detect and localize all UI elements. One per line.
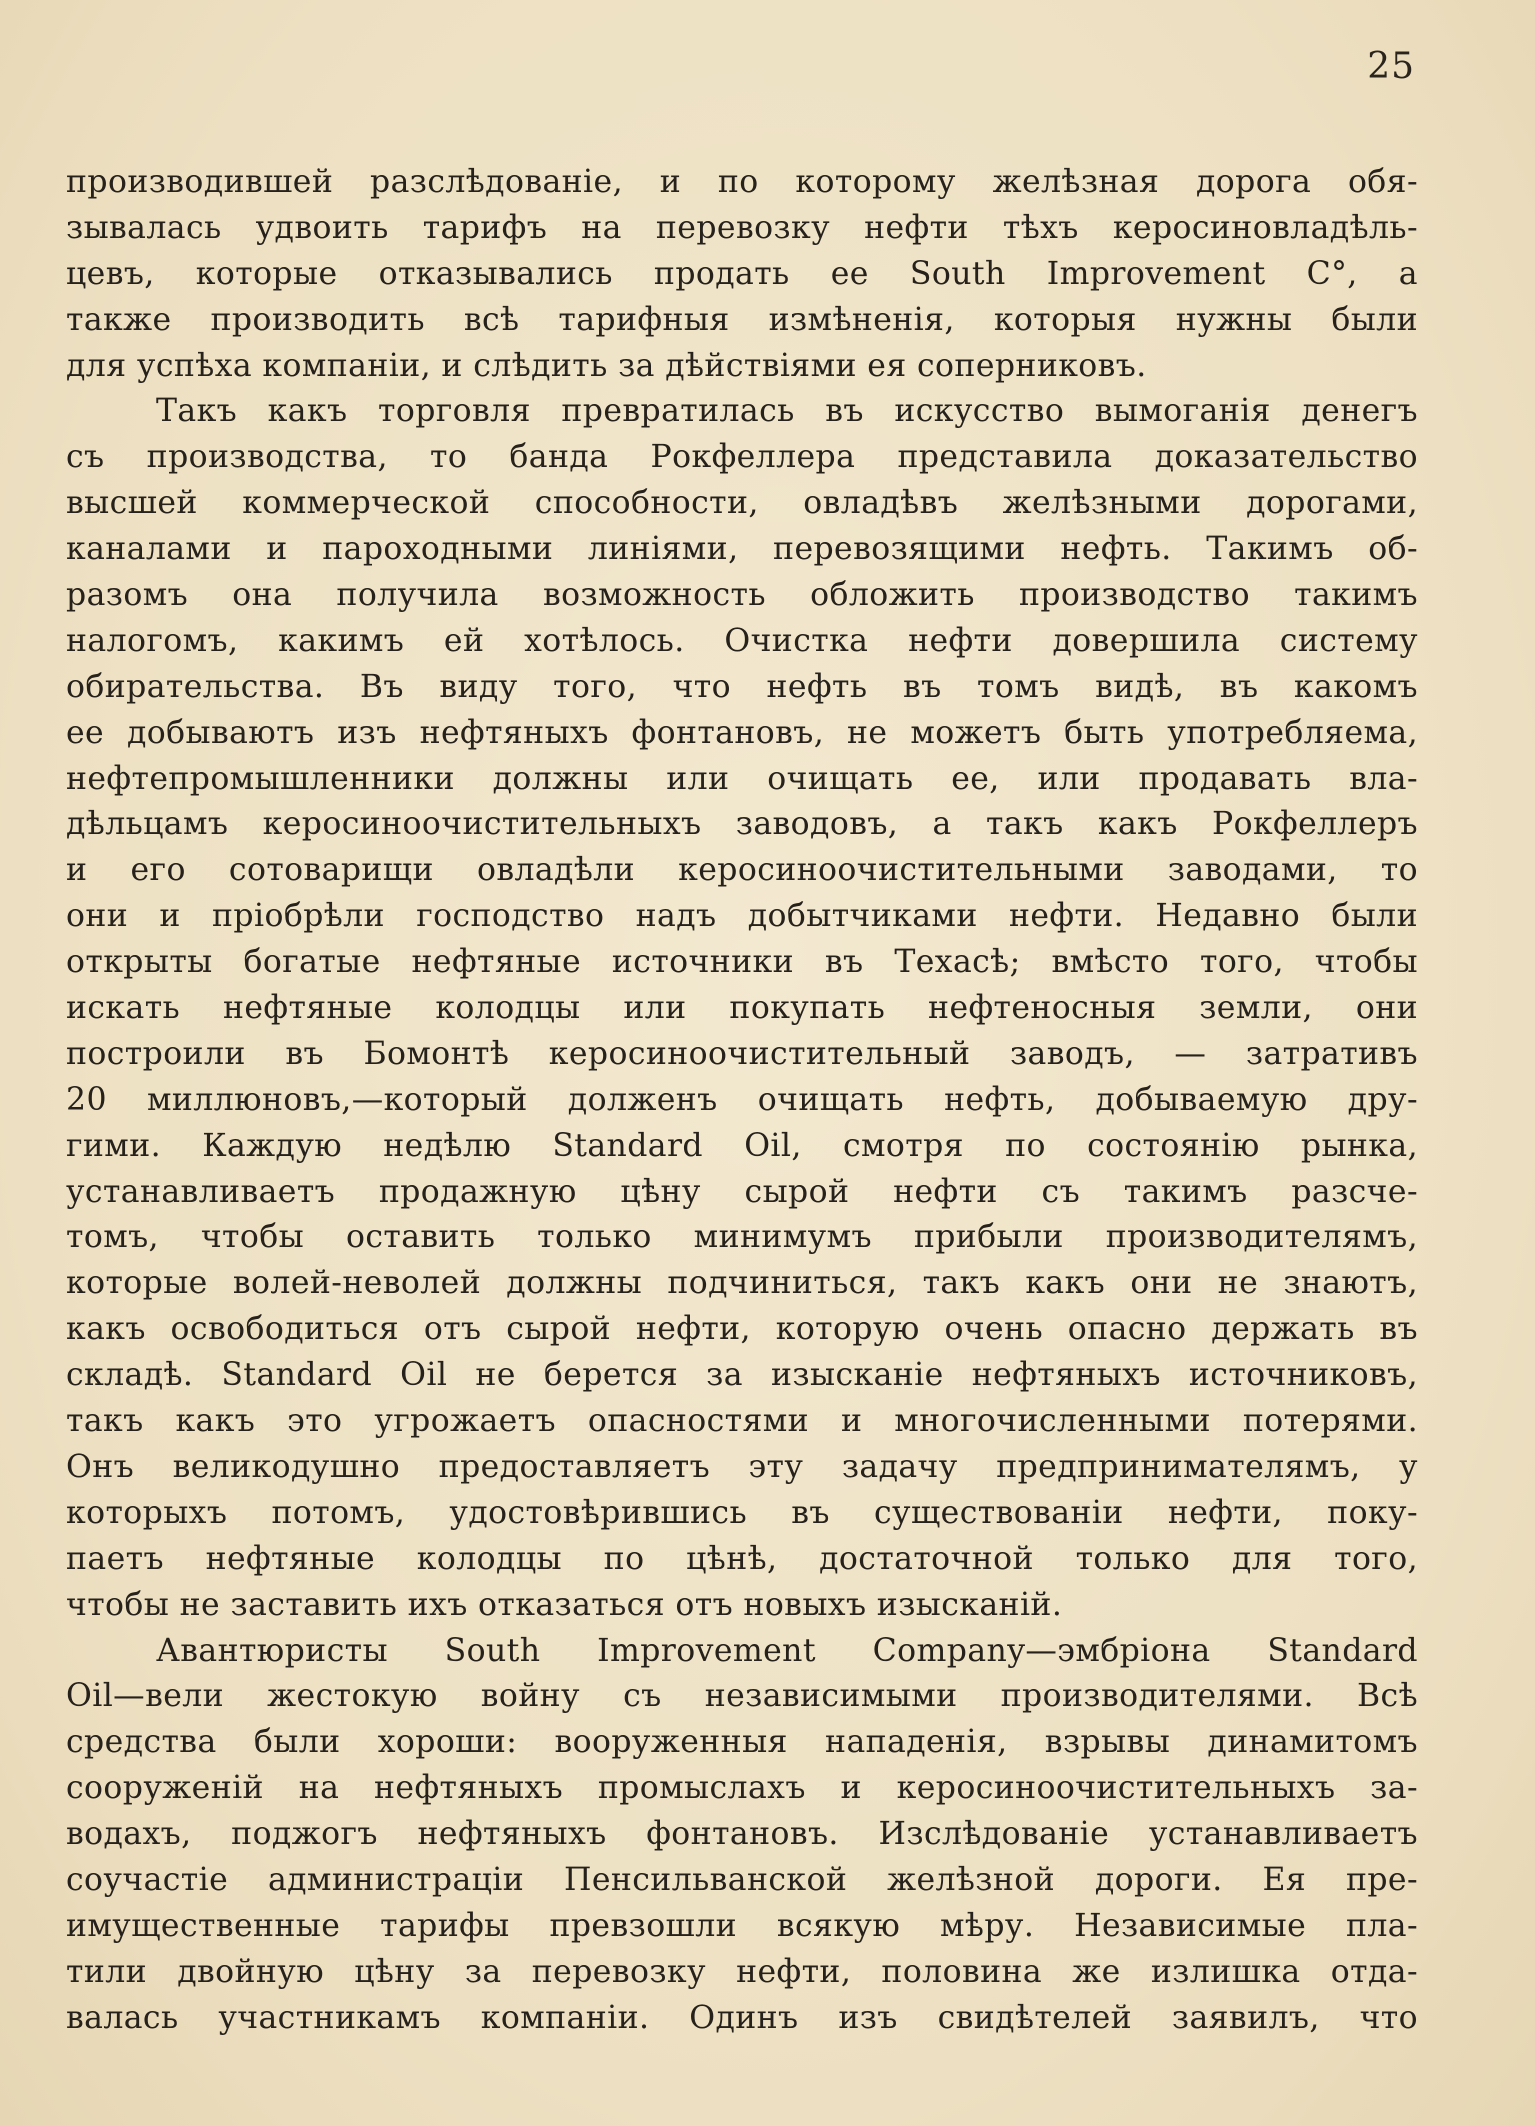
text-line: валась участникамъ компаніи. Одинъ изъ свидѣтелей заявилъ, что (66, 1999, 1418, 2036)
text-line: Авантюристы South Improvement Company—эмбріона Standard (156, 1632, 1418, 1669)
text-line: средства были хороши: вооруженныя нападенія, взрывы динамитомъ (66, 1724, 1418, 1761)
text-line: цевъ, которые отказывались продать ее South Improvement C°, а (66, 255, 1418, 292)
text-line: Онъ великодушно предоставляетъ эту задачу предпринимателямъ, у (66, 1448, 1418, 1485)
text-line: искать нефтяные колодцы или покупать нефтеносныя земли, они (66, 990, 1418, 1027)
text-line: Такъ какъ торговля превратилась въ искусство вымоганія денегъ (156, 393, 1418, 430)
text-line: складѣ. Standard Oil не берется за изысканіе нефтяныхъ источниковъ, (66, 1357, 1418, 1394)
text-line: для успѣха компаніи, и слѣдить за дѣйствіями ея соперниковъ. (66, 347, 1147, 384)
text-line: также производить всѣ тарифныя измѣненія, которыя нужны были (66, 301, 1418, 338)
text-line: производившей разслѣдованіе, и по которому желѣзная дорога обя- (66, 164, 1418, 200)
text-line: каналами и пароходными линіями, перевозящими нефть. Такимъ об- (66, 531, 1418, 568)
body-text (66, 160, 1418, 2042)
text-line: тили двойную цѣну за перевозку нефти, половина же излишка отда- (66, 1953, 1418, 1990)
page-number: 25 (1367, 46, 1415, 87)
text-line: соучастіе администраціи Пенсильванской желѣзной дороги. Ея пре- (66, 1861, 1418, 1898)
text-line: которыхъ потомъ, удостовѣрившись въ существованіи нефти, поку- (66, 1494, 1418, 1531)
text-line: такъ какъ это угрожаетъ опасностями и многочисленными потерями. (66, 1403, 1418, 1440)
text-line: зывалась удвоить тарифъ на перевозку нефти тѣхъ керосиновладѣль- (66, 209, 1418, 246)
text-line: нефтепромышленники должны или очищать ее, или продавать вла- (66, 760, 1418, 797)
text-line: паетъ нефтяные колодцы по цѣнѣ, достаточной только для того, (66, 1540, 1418, 1577)
text-line: открыты богатые нефтяные источники въ Техасѣ; вмѣсто того, чтобы (66, 944, 1418, 981)
text-line: дѣльцамъ керосиноочистительныхъ заводовъ, а такъ какъ Рокфеллеръ (66, 806, 1418, 843)
text-line: чтобы не заставить ихъ отказаться отъ новыхъ изысканій. (66, 1586, 1063, 1623)
text-line: томъ, чтобы оставить только минимумъ прибыли производителямъ, (66, 1219, 1418, 1256)
text-line: гими. Каждую недѣлю Standard Oil, смотря по состоянію рынка, (66, 1127, 1418, 1164)
text-line: Oil—вели жестокую войну съ независимыми производителями. Всѣ (66, 1678, 1418, 1715)
text-line: 20 миллюновъ,—который долженъ очищать нефть, добываемую дру- (66, 1081, 1418, 1118)
text-line: разомъ она получила возможность обложить производство такимъ (66, 577, 1418, 614)
text-line: какъ освободиться отъ сырой нефти, которую очень опасно держать въ (66, 1311, 1418, 1348)
text-line: водахъ, поджогъ нефтяныхъ фонтановъ. Изслѣдованіе устанавливаетъ (66, 1816, 1418, 1853)
text-line: имущественные тарифы превзошли всякую мѣру. Независимые пла- (66, 1907, 1418, 1944)
text-line: устанавливаетъ продажную цѣну сырой нефти съ такимъ разсче- (66, 1173, 1418, 1210)
text-line: налогомъ, какимъ ей хотѣлось. Очистка нефти довершила систему (66, 622, 1418, 659)
text-line: съ производства, то банда Рокфеллера представила доказательство (66, 439, 1418, 476)
text-line: которые волей-неволей должны подчиниться, такъ какъ они не знаютъ, (66, 1265, 1418, 1302)
text-line: они и пріобрѣли господство надъ добытчиками нефти. Недавно были (66, 898, 1418, 935)
text-line: и его сотоварищи овладѣли керосиноочистительными заводами, то (66, 852, 1418, 889)
text-line: сооруженій на нефтяныхъ промыслахъ и керосиноочистительныхъ за- (66, 1770, 1418, 1807)
text-line: ее добываютъ изъ нефтяныхъ фонтановъ, не можетъ быть употребляема, (66, 714, 1418, 751)
text-line: построили въ Бомонтѣ керосиноочистительный заводъ, — затративъ (66, 1035, 1418, 1072)
text-line: обирательства. Въ виду того, что нефть въ томъ видѣ, въ какомъ (66, 668, 1418, 705)
text-line: высшей коммерческой способности, овладѣвъ желѣзными дорогами, (66, 485, 1418, 522)
